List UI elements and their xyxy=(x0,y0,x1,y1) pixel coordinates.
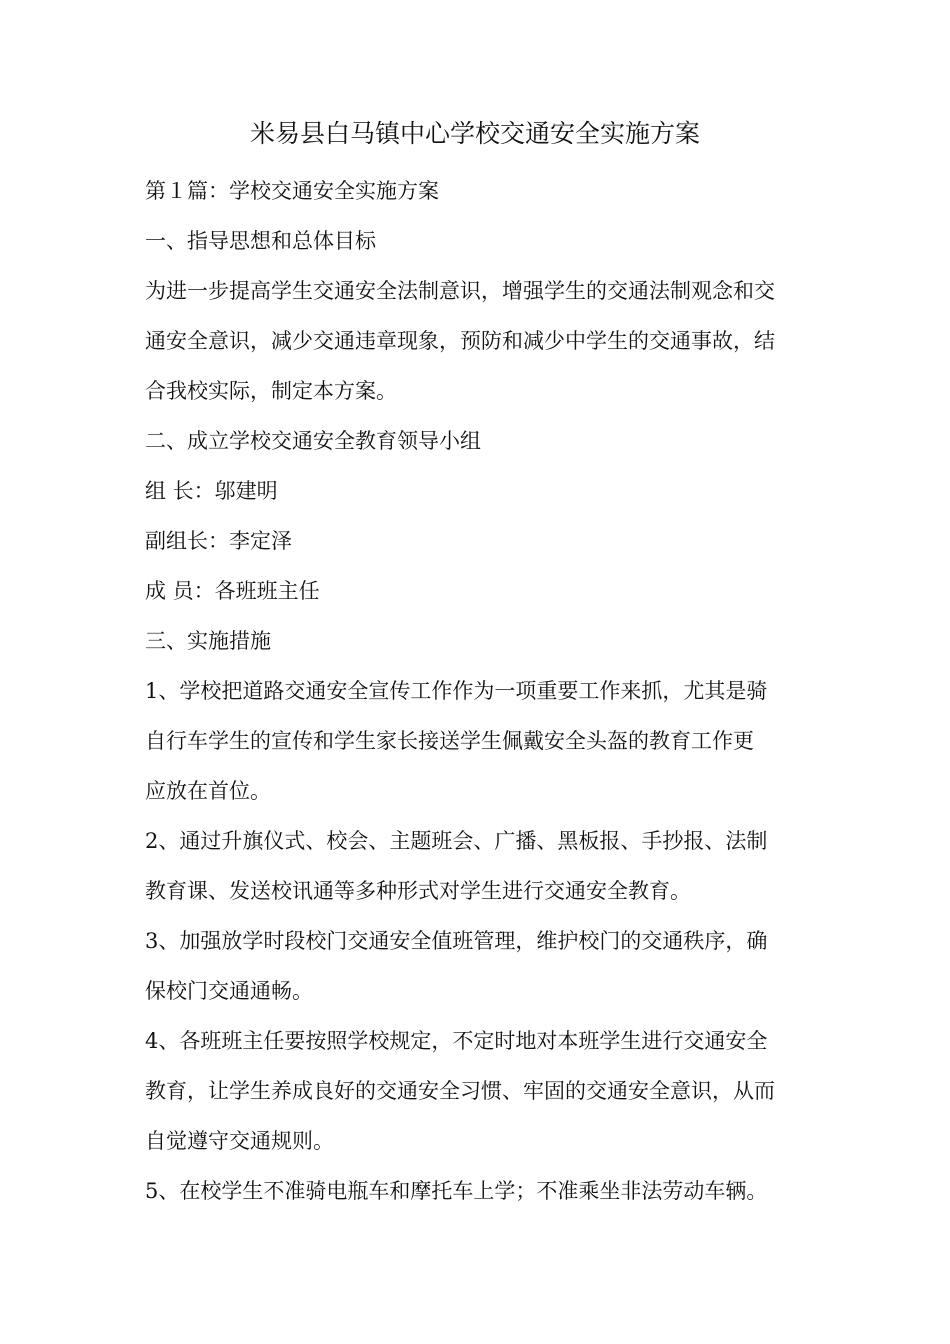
document-body xyxy=(145,166,815,1216)
paragraph xyxy=(145,166,815,216)
text-line: 二、成立学校交通安全教育领导小组 xyxy=(145,429,481,453)
text-line: 副组长：李定泽 xyxy=(145,529,292,553)
text-line: 成 员：各班班主任 xyxy=(145,579,320,603)
text-line: 为进一步提高学生交通安全法制意识，增强学生的交通法制观念和交 xyxy=(145,279,775,303)
paragraph xyxy=(145,266,815,416)
text-line: 一、指导思想和总体目标 xyxy=(145,229,376,253)
paragraph xyxy=(145,616,815,666)
paragraph xyxy=(145,566,815,616)
document-title: 米易县白马镇中心学校交通安全实施方案 xyxy=(249,119,700,148)
text-line: 三、实施措施 xyxy=(145,629,271,653)
text-line: 自行车学生的宣传和学生家长接送学生佩戴安全头盔的教育工作更 xyxy=(145,729,754,753)
text-line: 5、在校学生不准骑电瓶车和摩托车上学；不准乘坐非法劳动车辆。 xyxy=(145,1179,768,1203)
text-line: 自觉遵守交通规则。 xyxy=(145,1129,334,1153)
paragraph xyxy=(145,1166,815,1216)
paragraph xyxy=(145,466,815,516)
paragraph xyxy=(145,516,815,566)
paragraph xyxy=(145,416,815,466)
text-line: 3、加强放学时段校门交通安全值班管理，维护校门的交通秩序，确 xyxy=(145,929,768,953)
text-line: 2、通过升旗仪式、校会、主题班会、广播、黑板报、手抄报、法制 xyxy=(145,829,768,853)
text-line: 4、各班班主任要按照学校规定，不定时地对本班学生进行交通安全 xyxy=(145,1029,768,1053)
text-line: 合我校实际，制定本方案。 xyxy=(145,379,397,403)
paragraph xyxy=(145,216,815,266)
paragraph xyxy=(145,666,815,816)
text-line: 教育，让学生养成良好的交通安全习惯、牢固的交通安全意识，从而 xyxy=(145,1079,775,1103)
text-line: 教育课、发送校讯通等多种形式对学生进行交通安全教育。 xyxy=(145,879,691,903)
text-line: 1、学校把道路交通安全宣传工作作为一项重要工作来抓，尤其是骑 xyxy=(145,679,768,703)
text-line: 应放在首位。 xyxy=(145,779,271,803)
paragraph xyxy=(145,1016,815,1166)
text-line: 通安全意识，减少交通违章现象，预防和减少中学生的交通事故，结 xyxy=(145,329,775,353)
paragraph xyxy=(145,916,815,1016)
text-line: 组 长：邬建明 xyxy=(145,479,278,503)
text-line: 第１篇：学校交通安全实施方案 xyxy=(145,179,439,203)
text-line: 保校门交通通畅。 xyxy=(145,979,313,1003)
paragraph xyxy=(145,816,815,916)
